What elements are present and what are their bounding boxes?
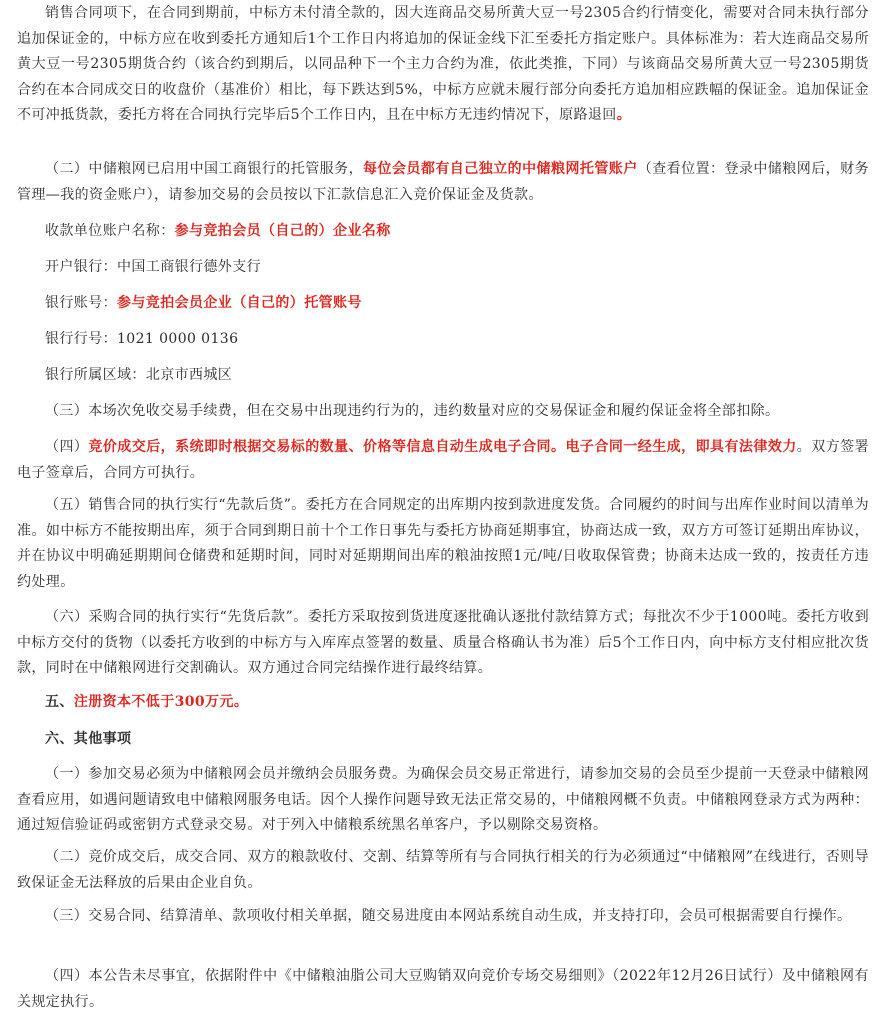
other-item-1-paragraph: （一）参加交易必须为中储粮网会员并缴纳会员服务费。为确保会员交易正常进行，请参加交易的会员至少提前一天登录中储粮网查看应用，如遇问题请致电中储粮网服务电话。因个人操作问题导致无法正常交易的，中储粮网概不负责。中储粮网登录方式为两种：通过短信验证码或密钥方式登录交易。对于列入中储粮系统黑名单客户，予以剔除交易资格。 bbox=[17, 766, 869, 833]
custody-service-paragraph: （二）中储粮网已启用中国工商银行的托管服务，每位会员都有自己独立的中储粮网托管账户（查看位置：登录中储粮网后，财务管理—我的资金账户），请参加交易的会员按以下汇款信息汇入竞价保证金及货款。 bbox=[17, 161, 869, 203]
bank-name-line: 开户银行：中国工商银行德外支行 bbox=[45, 259, 261, 275]
custody-account-highlight: 每位会员都有自己独立的中储粮网托管账户 bbox=[363, 161, 638, 177]
bank-region-line: 银行所属区域：北京市西城区 bbox=[45, 367, 233, 383]
section-5-heading: 五、注册资本不低于300万元。 bbox=[45, 694, 249, 710]
bank-code-line: 银行行号：1021 0000 0136 bbox=[45, 331, 239, 347]
other-item-2-paragraph: （二）竞价成交后，成交合同、双方的粮款收付、交割、结算等所有与合同执行相关的行为必须通过“中储粮网”在线进行，否则导致保证金无法释放的后果由企业自负。 bbox=[17, 849, 869, 891]
section-6-heading: 六、其他事项 bbox=[45, 731, 132, 747]
purchase-contract-paragraph: （六）采购合同的执行实行“先货后款”。委托方采取按到货进度逐批确认逐批付款结算方式；每批次不少于1000吨。委托方收到中标方交付的货物（以委托方收到的中标方与入库库点签署的数量、质量合格确认书为准）后5个工作日内，向中标方支付相应批次货款，同时在中储粮网进行交割确认。双方通过合同完结操作进行最终结算。 bbox=[17, 609, 869, 676]
fee-waiver-paragraph: （三）本场次免收交易手续费，但在交易中出现违约行为的，违约数量对应的交易保证金和履约保证金将全部扣除。 bbox=[45, 403, 780, 419]
account-name-line: 收款单位账户名称：参与竞拍会员（自己的）企业名称 bbox=[45, 223, 391, 239]
other-item-4-paragraph: （四）本公告未尽事宜，依据附件中《中储粮油脂公司大豆购销双向竞价专场交易细则》（2022年12月26日试行）及中储粮网有关规定执行。 bbox=[17, 968, 869, 1010]
margin-call-paragraph: 销售合同项下，在合同到期前，中标方未付清全款的，因大连商品交易所黄大豆一号2305合约行情变化，需要对合同未执行部分追加保证金的，中标方应在收到委托方通知后1个工作日内将追加的保证金线下汇至委托方指定账户。具体标准为：若大连商品交易所黄大豆一号2305期货合约（该合约到期后，以同品种下一个主力合约为准，依此类推，下同）与该商品交易所黄大豆一号2305期货合约在本合同成交日的收盘价（基准价）相比，每下跌达到5%，中标方应就未履行部分向委托方追加相应跌幅的保证金。追加保证金不可冲抵货款，委托方将在合同执行完毕后5个工作日内，且在中标方无违约情况下，原路退回。 bbox=[17, 5, 869, 123]
account-number-line: 银行账号：参与竞拍会员企业（自己的）托管账号 bbox=[45, 295, 362, 311]
sales-contract-paragraph: （五）销售合同的执行实行“先款后货”。委托方在合同规定的出库期内按到款进度发货。合同履约的时间与出库作业时间以清单为准。如中标方不能按期出库，须于合同到期日前十个工作日事先与委托方协商延期事宜，协商达成一致，双方方可签订延期出库协议，并在协议中明确延期期间仓储费和延期时间，同时对延期期间出库的粮油按照1元/吨/日收取保管费；协商未达成一致的，按责任方违约处理。 bbox=[17, 497, 869, 590]
electronic-contract-highlight: 竞价成交后，系统即时根据交易标的数量、价格等信息自动生成电子合同。电子合同一经生成，即具有法律效力 bbox=[88, 439, 797, 455]
other-item-3-paragraph: （三）交易合同、结算清单、款项收付相关单据，随交易进度由本网站系统自动生成，并支持打印，会员可根据需要自行操作。 bbox=[45, 908, 852, 924]
electronic-contract-paragraph: （四）竞价成交后，系统即时根据交易标的数量、价格等信息自动生成电子合同。电子合同一经生成，即具有法律效力。双方签署电子签章后，合同方可执行。 bbox=[17, 439, 869, 481]
